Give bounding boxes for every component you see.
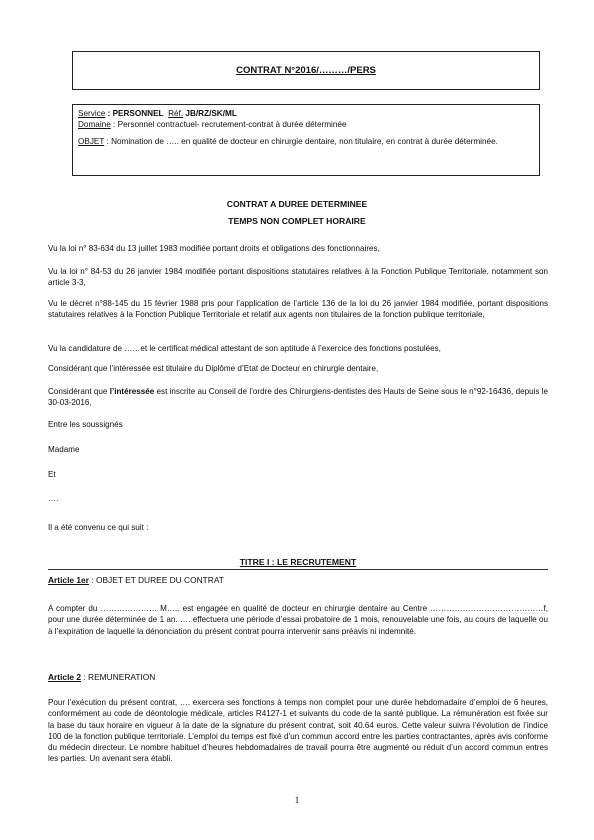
ordre-bold: l’intéressée bbox=[109, 387, 155, 396]
article-2-title: : REMUNERATION bbox=[81, 672, 156, 682]
service-line bbox=[78, 109, 534, 120]
service-label: Service bbox=[78, 109, 106, 118]
titre-divider bbox=[48, 569, 548, 570]
preamble-candidature: Vu la candidature de ……et le certificat médical attestant de son aptitude à l’exercice des fonctions postulées, bbox=[48, 344, 441, 353]
service-value: PERSONNEL bbox=[112, 109, 164, 118]
ref-value: JB/RZ/SK/ML bbox=[183, 109, 237, 118]
article-1-title: : OBJET ET DUREE DU CONTRAT bbox=[88, 575, 224, 585]
entre-soussignes: Entre les soussignés bbox=[48, 420, 123, 429]
et: Et bbox=[48, 470, 56, 479]
article-1-body: A compter du ………………… M….. est engagée en qualité de docteur en chirurgie dentaire au Centre ……………………………………f, pour une durée déterminée de 1 an. …. effectuera une période d’essai probatoire de 1 mois, renouvelable une fois, au cours de laquelle ou à l’expiration de laquelle la dénonciation du présent contrat pourra intervenir sans préavis ni indemnité. bbox=[48, 604, 548, 636]
objet-label: OBJET bbox=[78, 137, 105, 146]
preamble-ordre bbox=[48, 386, 548, 409]
dots: …. bbox=[48, 494, 59, 503]
preamble-loi-83: Vu la loi n° 83-634 du 13 juillet 1983 modifiée portant droits et obligations des fonctionnaires, bbox=[48, 244, 380, 253]
preamble-diplome: Considérant que l’intéressée est titulaire du Diplôme d’Etat de Docteur en chirurgie dentaire, bbox=[48, 364, 379, 373]
ordre-before: Considérant que bbox=[48, 387, 110, 396]
page-number: 1 bbox=[294, 795, 300, 805]
article-2-heading bbox=[48, 672, 548, 682]
ordre-after: est inscrite au Conseil de l’ordre des Chirurgiens-dentistes des Hauts de Seine sous le n°92-16436, depuis le 30-03-2016, bbox=[48, 387, 548, 408]
titre-1-heading: TITRE I : LE RECRUTEMENT bbox=[239, 557, 357, 567]
article-2-label: Article 2 bbox=[48, 672, 82, 682]
ref-label: Réf. bbox=[168, 109, 184, 118]
article-2-body: Pour l’exécution du présent contrat, …. exercera ses fonctions à temps non complet pour une durée hebdomadaire d’emploi de 6 heures, conformément au code de déontologie médicale, articles R4127-1 et suivants du code de la santé publique. La rémunération est fixée sur la base du taux horaire en vigueur à la date de la signature du présent contrat, soit 40.64 euros. Cette valeur suivra l’évolution de l’indice 100 de la fonction publique territoriale. L’emploi du temps est fixé d’un commun accord entre les parties contractantes, après avis conforme du médecin directeur. Le nombre habituel d’heures hebdomadaires de travail pourra être augmenté ou réduit d’un accord commun entres les parties. Un avenant sera établi. bbox=[48, 698, 548, 764]
contract-title-box bbox=[72, 51, 540, 90]
contract-time-title: TEMPS NON COMPLET HORAIRE bbox=[228, 216, 366, 226]
objet-value: : Nomination de ….. en qualité de docteur en chirurgie dentaire, non titulaire, en contrat à durée déterminée. bbox=[104, 137, 498, 146]
madame: Madame bbox=[48, 445, 80, 454]
contract-type-title: CONTRAT A DUREE DETERMINEE bbox=[226, 199, 368, 209]
domaine-value: : Personnel contractuel- recrutement-contrat à durée déterminée bbox=[110, 119, 347, 129]
preamble-loi-84: Vu la loi n° 84-53 du 26 janvier 1984 modifiée portant dispositions statutaires relatives à la Fonction Publique Territoriale, notamment son article 3-3, bbox=[48, 267, 548, 288]
preamble-decret-88: Vu le décret n°88-145 du 15 février 1988 pris pour l’application de l’article 136 de la loi du 26 janvier 1984 modifiée, portant dispositions statutaires relatives à la Fonction Publique Territoriale et relatif aux agents non titulaires de la fonction publique territoriale, bbox=[48, 299, 548, 320]
contract-title: CONTRAT N°2016/………/PERS bbox=[236, 65, 376, 76]
convenu: Il a été convenu ce qui suit : bbox=[48, 523, 149, 532]
objet-line bbox=[78, 137, 534, 148]
article-1-heading bbox=[48, 575, 548, 585]
domaine-label: Domaine bbox=[78, 119, 111, 129]
info-box bbox=[72, 104, 540, 176]
service-sep: : bbox=[105, 109, 113, 118]
article-1-label: Article 1er bbox=[48, 575, 89, 585]
domaine-line bbox=[78, 120, 534, 131]
